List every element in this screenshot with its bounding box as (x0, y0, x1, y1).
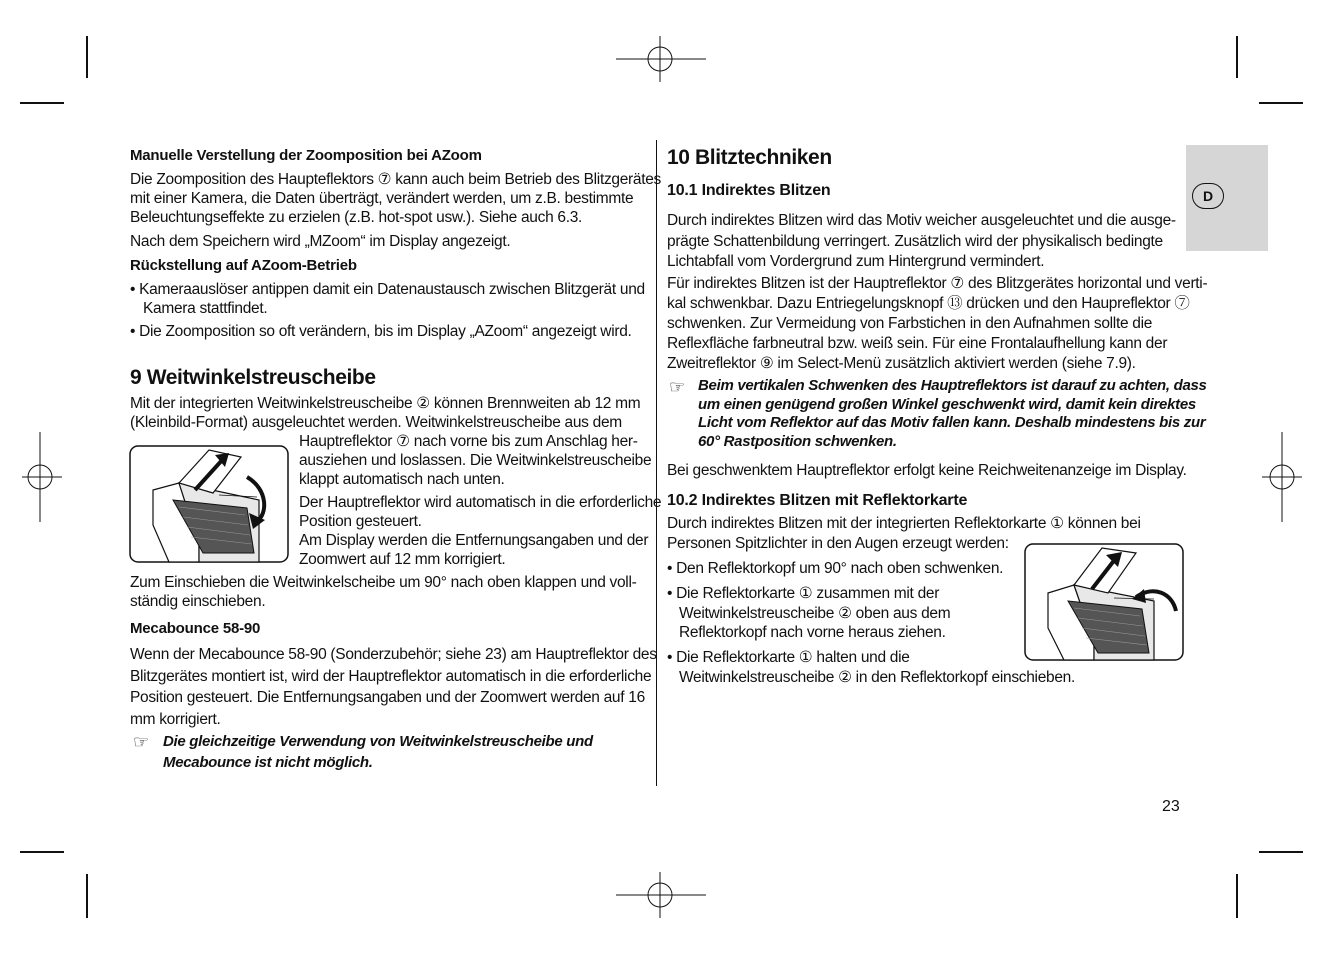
crop-mark (1259, 102, 1303, 104)
crop-mark (86, 36, 88, 78)
bullet-item: • Kameraauslöser antippen damit ein Datenaustausch zwischen Blitzgerät und Kamera stattfindet. (130, 281, 645, 317)
paragraph: Die Zoomposition des Haupteflektors ⑦ kann auch beim Betrieb des Blitzgerätes mit einer Kamera, die Daten überträgt, verändert werden, um z.B. bestimmte Beleuchtungseffekte zu erzielen (z.B. hot-spot usw.). Siehe auch 6.3. (130, 171, 661, 226)
registration-mark-icon (616, 36, 706, 82)
section-heading: Rückstellung auf AZoom-Betrieb (130, 257, 357, 274)
paragraph: Der Hauptreflektor wird automatisch in die erforderliche Position gesteuert. Am Display werden die Entfernungsangaben und der Zoomwert auf 12 mm korrigiert. (299, 494, 662, 568)
crop-mark (20, 851, 64, 853)
section-heading: 10.1 Indirektes Blitzen (667, 182, 831, 199)
section-heading: Manuelle Verstellung der Zoomposition bei AZoom (130, 147, 482, 164)
bullet-item: • Die Reflektorkarte ① halten und die Weitwinkelstreuscheibe ② in den Reflektorkopf einschieben. (667, 649, 1075, 686)
paragraph: Mit der integrierten Weitwinkelstreuscheibe ② können Brennweiten ab 12 mm (Kleinbild-Format) ausgeleuchtet werden. Weitwinkelstreuscheibe aus dem (130, 395, 641, 431)
paragraph: Hauptreflektor ⑦ nach vorne bis zum Anschlag her- ausziehen und loslassen. Die Weitwinkelstreuscheibe klappt automatisch nach unten. (299, 433, 652, 488)
registration-mark-icon (22, 432, 62, 522)
crop-mark (1259, 851, 1303, 853)
chapter-heading: 9 Weitwinkelstreuscheibe (130, 366, 376, 389)
pointing-hand-icon: ☞ (669, 377, 686, 397)
crop-mark (1236, 874, 1238, 918)
wide-angle-diffuser-illustration (129, 445, 289, 563)
section-heading: Mecabounce 58-90 (130, 620, 261, 637)
paragraph: Wenn der Mecabounce 58-90 (Sonderzubehör; siehe 23) am Hauptreflektor des Blitzgerätes montiert ist, wird der Hauptreflektor automatisch in die erforderliche Position gesteuert. Die Entfernungsangaben und der Zoomwert werden auf 16 mm korrigiert. (130, 646, 657, 728)
paragraph: Nach dem Speichern wird „MZoom“ im Display angezeigt. (130, 233, 511, 250)
paragraph: Zum Einschieben die Weitwinkelscheibe um 90° nach oben klappen und voll- ständig einschieben. (130, 574, 637, 610)
paragraph: Durch indirektes Blitzen wird das Motiv weicher ausgeleuchtet und die ausge- prägte Schattenbildung verringert. Zusätzlich wird der physikalisch bedingte Lichtabfall vom Vordergrund zum Hintergrund vermindert. (667, 212, 1176, 270)
reflector-card-illustration (1024, 543, 1184, 661)
bullet-item: • Die Reflektorkarte ① zusammen mit der Weitwinkelstreuscheibe ② oben aus dem Reflektorkopf nach vorne heraus ziehen. (667, 585, 951, 641)
paragraph: Durch indirektes Blitzen mit der integrierten Reflektorkarte ① können bei Personen Spitzlichter in den Augen erzeugt werden: (667, 515, 1141, 552)
pointing-hand-icon: ☞ (133, 732, 150, 752)
crop-mark (20, 102, 64, 104)
note-text: Beim vertikalen Schwenken des Hauptreflektors ist darauf zu achten, dass um einen genügend großen Winkel geschwenkt wird, damit kein direktes Licht vom Reflektor auf das Motiv fallen kann. Deshalb mindestens bis zur 60° Rastposition schwenken. (698, 377, 1207, 450)
registration-mark-icon (616, 872, 706, 918)
bullet-item: • Die Zoomposition so oft verändern, bis im Display „AZoom“ angezeigt wird. (130, 323, 632, 340)
bullet-item: • Den Reflektorkopf um 90° nach oben schwenken. (667, 560, 1004, 577)
page-number: 23 (1162, 798, 1180, 815)
section-heading: 10.2 Indirektes Blitzen mit Reflektorkarte (667, 492, 968, 509)
crop-mark (1236, 36, 1238, 78)
paragraph: Für indirektes Blitzen ist der Hauptreflektor ⑦ des Blitzgerätes horizontal und verti- kal schwenkbar. Dazu Entriegelungsknopf ⑬ drücken und den Haupreflektor ⑦ schwenken. Zur Vermeidung von Farbstichen in den Aufnahmen sollte die Reflexfläche farbneutral bzw. weiß sein. Für eine Frontalaufhellung kann der Zweitreflektor ⑨ im Select-Menü zusätzlich aktiviert werden (siehe 7.9). (667, 275, 1208, 372)
paragraph: Bei geschwenktem Hauptreflektor erfolgt keine Reichweitenanzeige im Display. (667, 462, 1187, 479)
note-text: Die gleichzeitige Verwendung von Weitwinkelstreuscheibe und Mecabounce ist nicht möglich. (163, 733, 593, 771)
crop-mark (86, 874, 88, 918)
chapter-heading: 10 Blitztechniken (667, 146, 832, 169)
language-tab-label: D (1192, 183, 1224, 209)
registration-mark-icon (1262, 432, 1302, 522)
